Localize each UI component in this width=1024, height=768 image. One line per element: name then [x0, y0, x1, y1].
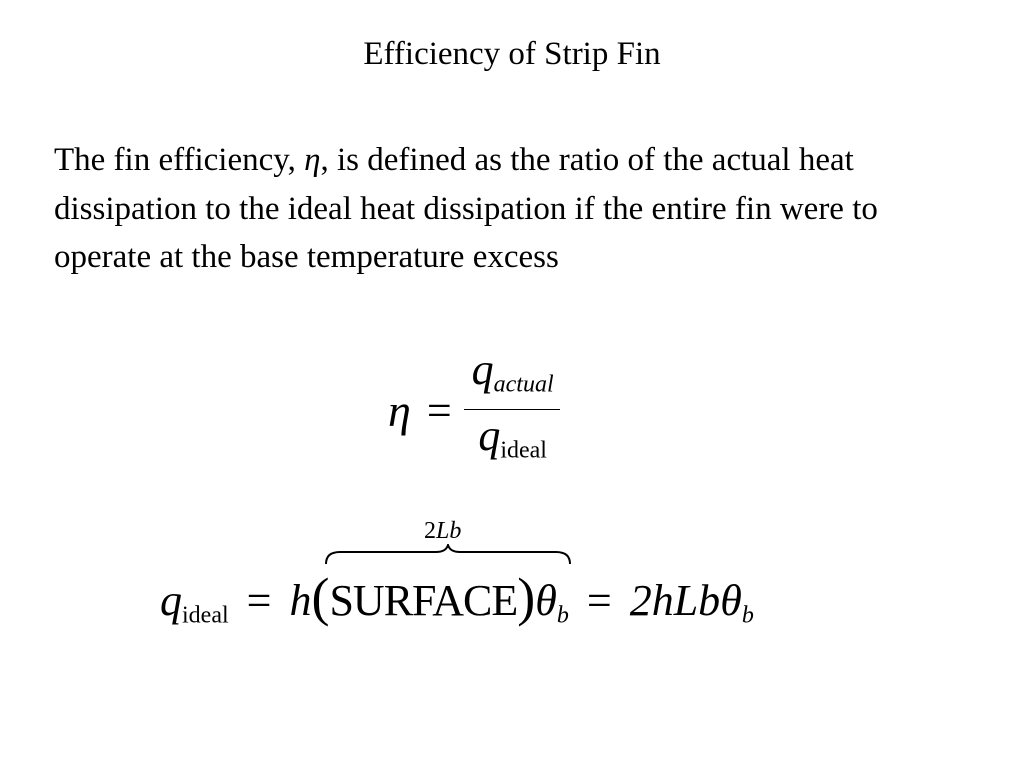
brace-label-number: 2: [424, 518, 436, 544]
eta-symbol: η: [304, 142, 321, 178]
eta-lhs: η: [388, 384, 411, 436]
h-coefficient: h: [289, 576, 312, 625]
fraction-numerator: [464, 345, 560, 410]
q-ideal-lhs-subscript: ideal: [182, 602, 229, 629]
theta-subscript-2: b: [741, 602, 754, 629]
ideal-heat-equation: [160, 566, 754, 630]
slide-title: Efficiency of Strip Fin: [363, 36, 661, 72]
q-ideal-term: [160, 575, 229, 630]
fraction-denominator: [470, 410, 553, 473]
theta-symbol: θ: [535, 576, 557, 625]
efficiency-equation: [388, 345, 560, 472]
rhs-product: 2hLb: [629, 576, 721, 625]
brace-label-variable: Lb: [436, 518, 462, 544]
q-ideal-subscript: ideal: [500, 437, 547, 464]
q-actual-subscript: actual: [493, 371, 554, 398]
theta-b-term-2: [720, 575, 754, 630]
theta-b-term: [535, 575, 569, 630]
brace-label: [424, 518, 461, 545]
equals-sign-2: =: [586, 576, 612, 625]
close-paren: ): [517, 567, 536, 627]
theta-symbol-2: θ: [720, 576, 742, 625]
efficiency-fraction: [464, 345, 560, 472]
overbrace-icon: [324, 544, 572, 566]
q-ideal-var: q: [478, 410, 501, 460]
paragraph-text-after: , is defined as the ratio of the actual heat dissipation to the ideal heat dissipation if the entire fin were to operate at the base temperature excess: [54, 142, 878, 275]
definition-paragraph: [54, 136, 974, 282]
theta-subscript: b: [556, 602, 569, 629]
open-paren: (: [311, 567, 330, 627]
q-actual-var: q: [471, 345, 494, 394]
equals-sign-1: =: [246, 576, 272, 625]
equals-sign: =: [426, 385, 452, 435]
paragraph-text-before: The fin efficiency,: [54, 142, 305, 178]
q-ideal-lhs-var: q: [160, 576, 182, 625]
surface-term: SURFACE: [329, 576, 518, 625]
